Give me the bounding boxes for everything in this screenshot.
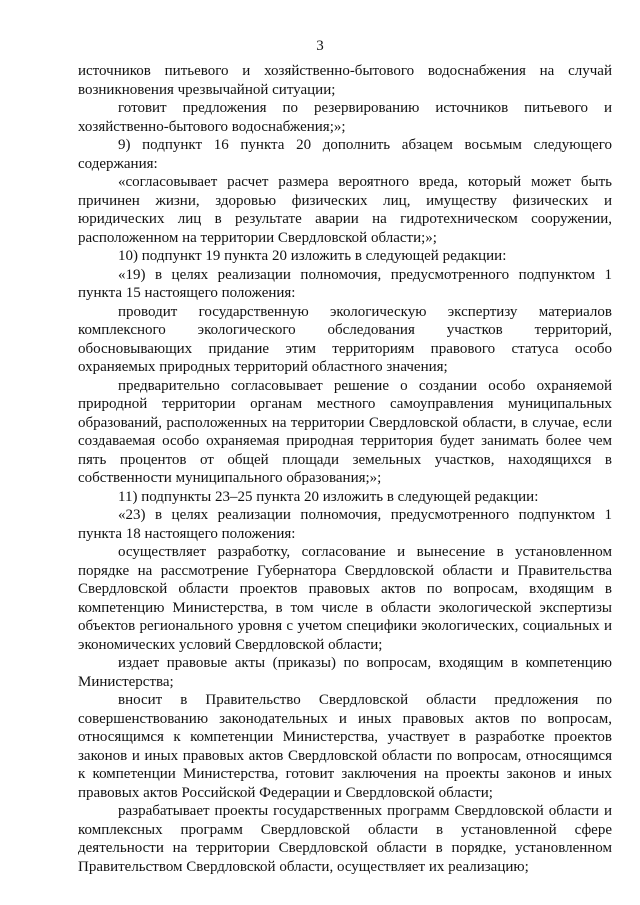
paragraph: разрабатывает проекты государственных программ Свердловской области и комплексных программ Свердловской области в установленной сфере деятельности на территории Свердловской области в порядке, установленном Правительством Свердловской области, осуществляет их реализацию;	[78, 803, 612, 875]
paragraph: проводит государственную экологическую экспертизу материалов комплексного экологического обследования участков территорий, обосновывающих придание этим территориям правового статуса особо охраняемых природных территорий областного значения;	[78, 303, 612, 375]
page-number: 3	[316, 38, 324, 54]
paragraph: готовит предложения по резервированию источников питьевого и хозяйственно-бытового водоснабжения;»;	[78, 100, 612, 135]
paragraph: издает правовые акты (приказы) по вопросам, входящим в компетенцию Министерства;	[78, 655, 612, 690]
paragraph: предварительно согласовывает решение о создании особо охраняемой природной территории органам местного самоуправления муниципальных образований, расположенных на территории Свердловской области, в случае, если создаваемая особо охраняемая природная территория будет занимать более чем пять процентов от общей площади земельных участков, находящихся в собственности муниципального образования;»;	[78, 377, 612, 486]
paragraph: осуществляет разработку, согласование и вынесение в установленном порядке на рассмотрение Губернатора Свердловской области и Правительства Свердловской области проектов правовых актов по вопросам, входящим в компетенцию Министерства, в том числе в области экологической экспертизы объектов регионального уровня с учетом специфики экологических, социальных и экономических условий Свердловской области;	[78, 544, 612, 653]
paragraph: 11) подпункты 23–25 пункта 20 изложить в следующей редакции:	[118, 488, 539, 505]
paragraph: «19) в целях реализации полномочия, предусмотренного подпунктом 1 пункта 15 настоящего положения:	[78, 266, 612, 301]
paragraph: «согласовывает расчет размера вероятного вреда, который может быть причинен жизни, здоровью физических лиц, имуществу физических и юридических лиц в результате аварии на гидротехническом сооружении, расположенном на территории Свердловской области;»;	[78, 174, 612, 246]
paragraph: источников питьевого и хозяйственно-бытового водоснабжения на случай возникновения чрезвычайной ситуации;	[78, 63, 612, 98]
document-body	[78, 62, 612, 876]
paragraph: 9) подпункт 16 пункта 20 дополнить абзацем восьмым следующего содержания:	[78, 137, 612, 172]
paragraph: 10) подпункт 19 пункта 20 изложить в следующей редакции:	[118, 248, 507, 264]
paragraph: вносит в Правительство Свердловской области предложения по совершенствованию законодательных и иных правовых актов по вопросам, относящимся к компетенции Министерства, участвует в разработке проектов законов и иных правовых актов Свердловской области по вопросам, относящимся к компетенции Министерства, готовит заключения на проекты законов и иных правовых актов Российской Федерации и Свердловской области;	[78, 692, 612, 801]
paragraph: «23) в целях реализации полномочия, предусмотренного подпунктом 1 пункта 18 настоящего положения:	[78, 507, 612, 542]
